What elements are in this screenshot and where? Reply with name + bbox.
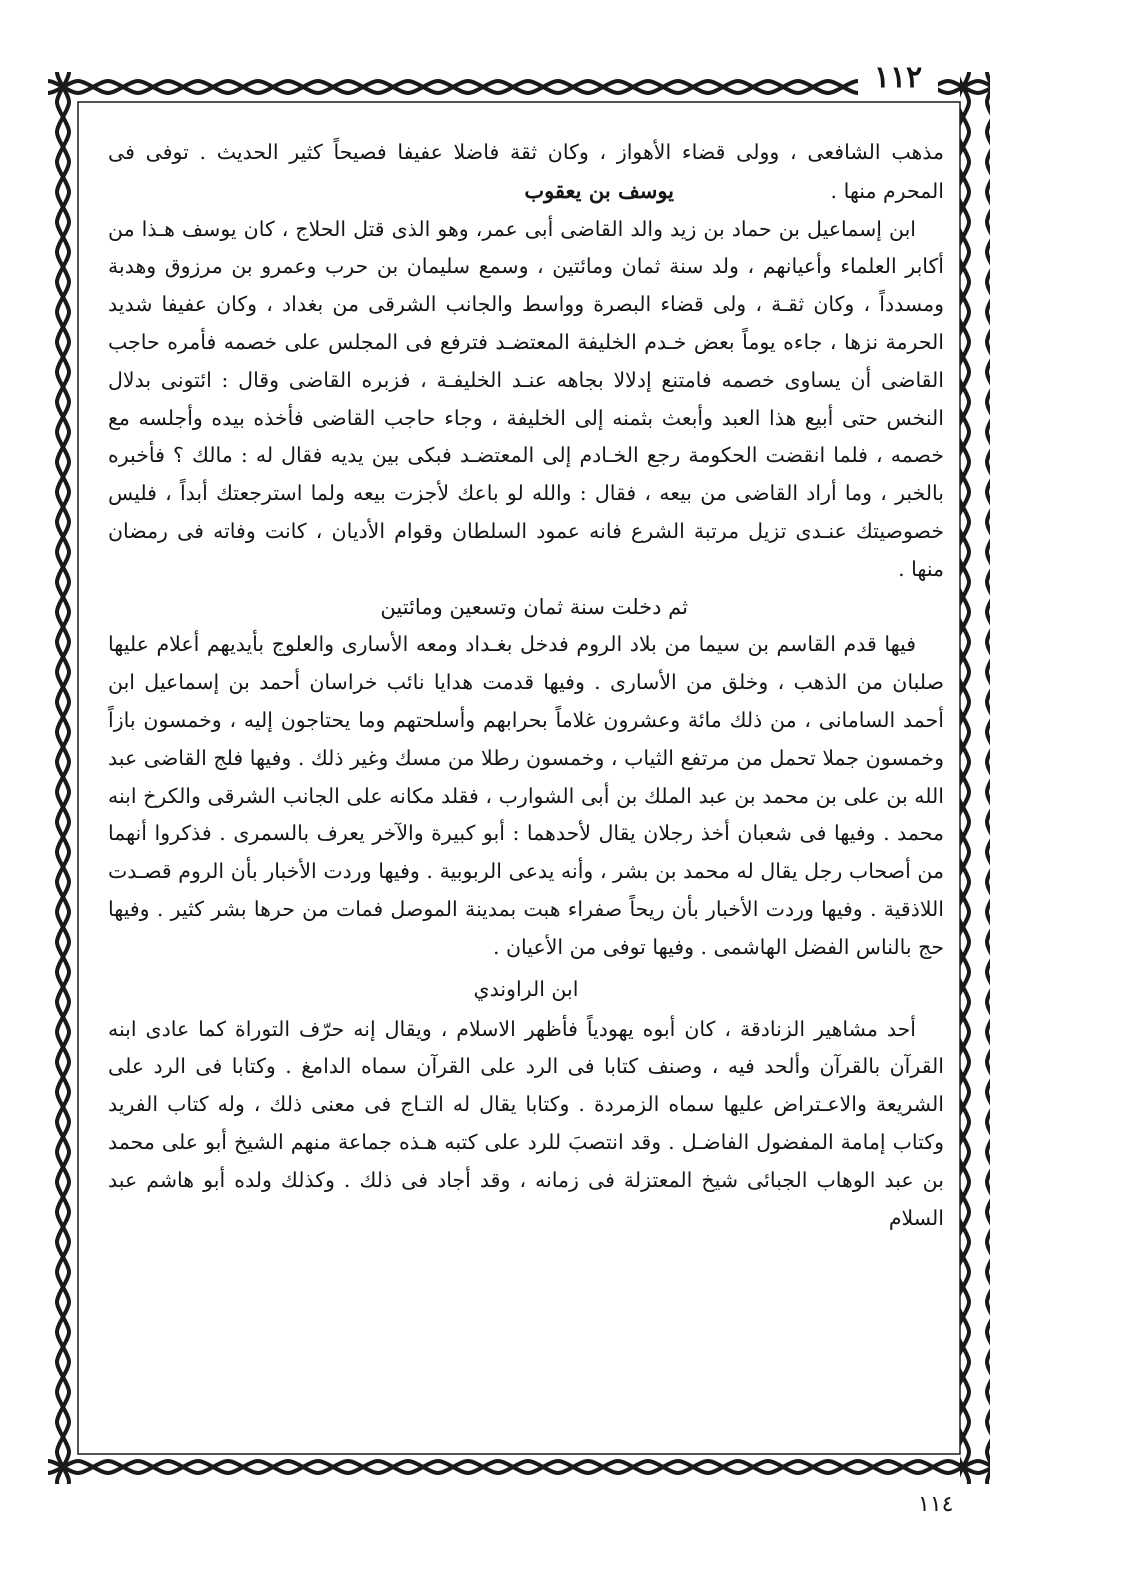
main-text — [108, 134, 944, 1464]
heading-ibn-al-rawandi: ابن الراوندي — [473, 976, 579, 1001]
page-number-top: ١١٢ — [858, 60, 938, 96]
page-number-bottom: ١١٤ — [918, 1492, 954, 1517]
paragraph-2-heading-line — [108, 589, 944, 627]
heading-year-298: ثم دخلت سنة ثمان وتسعين ومائتين — [380, 594, 688, 619]
paragraph-1 — [108, 134, 944, 211]
heading-yusuf-ibn-yaqub: يوسف بن يعقوب — [524, 177, 675, 203]
paragraph-2: ابن إسماعيل بن حماد بن زيد والد القاضى أبى عمر، وهو الذى قتل الحلاج ، كان يوسف هـذا من أكابر العلماء وأعيانهم ، ولد سنة ثمان ومائتين ، وسمع سليمان بن حرب وعمرو بن مرزوق وهدبة ومسدداً ، وكان ثقـة ، ولى قضاء البصرة وواسط والجانب الشرقى من بغداد ، وكان عفيفا شديد الحرمة نزها ، جاءه يوماً بعض خـدم الخليفة المعتضـد فترفع فى المجلس على خصمه فأمره حاجب القاضى أن يساوى خصمه فامتنع إدلالا بجاهه عنـد الخليفـة ، فزبره القاضى وقال : ائتونى بدلال النخس حتى أبيع هذا العبد وأبعث بثمنه إلى الخليفة ، وجاء حاجب القاضى فأخذه بيده وأجلسه مع خصمه ، فلما انقضت الحكومة رجع الخـادم إلى المعتضـد فبكى بين يديه فقال له : مالك ؟ فأخبره بالخبر ، وما أراد القاضى من بيعه ، فقال : والله لو باعك لأجزت بيعه ولما استرجعتك أبداً ، فليس خصوصيتك عنـدى تزيل مرتبة الشرع فانه عمود السلطان وقوام الأديان ، كانت وفاته فى رمضان منها . — [108, 216, 944, 581]
paragraph-4: أحد مشاهير الزنادقة ، كان أبوه يهودياً فأظهر الاسلام ، ويقال إنه حرّف التوراة كما عادى ابنه القرآن بالقرآن وألحد فيه ، وصنف كتابا فى الرد على القرآن سماه الدامغ . وكتابا فى الرد على الشريعة والاعـتراض عليها سماه الزمردة . وكتابا يقال له التـاج فى معنى ذلك ، وله كتاب الفريد وكتاب إمامة المفضول الفاضـل . وقد انتصبَ للرد على كتبه هـذه جماعة منهم الشيخ أبو على محمد بن عبد الوهاب الجبائى شيخ المعتزلة فى زمانه ، وقد أجاد فى ذلك . وكذلك ولده أبو هاشم عبد السلام — [108, 1016, 944, 1230]
paragraph-1-text: مذهب الشافعى ، وولى قضاء الأهواز ، وكان ثقة فاضلا عفيفا فصيحاً كثير الحديث . توفى فى المحرم منها . — [108, 140, 944, 203]
paragraph-3: فيها قدم القاسم بن سيما من بلاد الروم فدخل بغـداد ومعه الأسارى والعلوج بأيديهم أعلام عليها صلبان من الذهب ، وخلق من الأسارى . وفيها قدمت هدايا نائب خراسان أحمد بن إسماعيل ابن أحمد السامانى ، من ذلك مائة وعشرون غلاماً بحرابهم وأسلحتهم وما يحتاجون إليه ، وخمسون بازاً وخمسون جملا تحمل من مرتفع الثياب ، وخمسون رطلا من مسك وغير ذلك . وفيها فلج القاضى عبد الله بن على بن محمد بن عبد الملك بن أبى الشوارب ، فقلد مكانه على الجانب الشرقى والكرخ ابنه محمد . وفيها فى شعبان أخذ رجلان يقال لأحدهما : أبو كبيرة والآخر يعرف بالسمرى . فذكروا أنهما من أصحاب رجل يقال له محمد بن بشر ، وأنه يدعى الربوبية . وفيها وردت الأخبار بأن الروم قصـدت اللاذقية . وفيها وردت الأخبار بأن ريحاً صفراء هبت بمدينة الموصل فمات من حرها بشر كثير . وفيها حج بالناس الفضل الهاشمى . وفيها توفى من الأعيان . — [108, 632, 944, 959]
